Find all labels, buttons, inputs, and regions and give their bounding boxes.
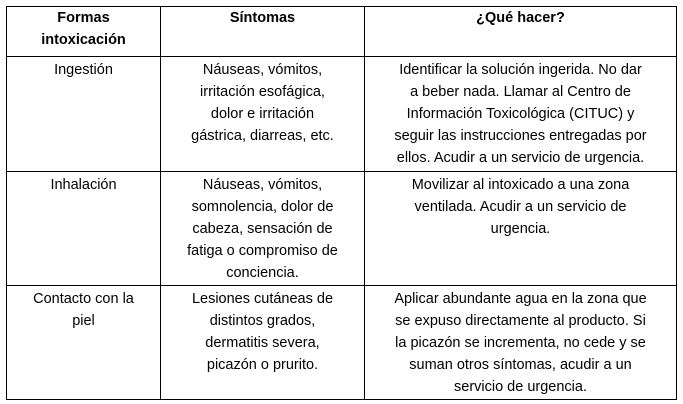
cell-text-line: urgencia.: [490, 221, 551, 237]
cell-forma-ingestion: [7, 57, 161, 172]
cell-text-line: fatiga o compromiso de: [187, 243, 338, 259]
cell-text-line: piel: [72, 313, 95, 329]
cell-text-line: se expuso directamente al producto. Si: [395, 313, 646, 329]
cell-text-line: servicio de urgencia.: [454, 379, 587, 395]
cell-text-line: dolor e irritación: [210, 106, 315, 122]
cell-forma-contacto-piel: [7, 286, 161, 400]
table-row: [7, 172, 677, 286]
cell-text-line: ventilada. Acudir a un servicio de: [414, 199, 627, 215]
cell-text-line: Náuseas, vómitos,: [202, 177, 323, 193]
header-formas-line2: intoxicación: [41, 32, 126, 48]
header-formas-line1: Formas: [57, 10, 110, 26]
cell-text-line: Contacto con la: [33, 291, 134, 307]
cell-que-hacer-ingestion: [365, 57, 677, 172]
cell-text-line: gástrica, diarreas, etc.: [191, 128, 334, 144]
table-header-row: [7, 7, 677, 57]
table-row: [7, 286, 677, 400]
cell-sintomas-inhalacion: [161, 172, 365, 286]
cell-text-line: irritación esofágica,: [200, 84, 325, 100]
intoxication-table: [6, 6, 677, 400]
cell-text-line: conciencia.: [226, 265, 299, 281]
cell-que-hacer-inhalacion: [365, 172, 677, 286]
cell-text-line: Información Toxicológica (CITUC) y: [406, 106, 635, 122]
cell-text-line: cabeza, sensación de: [192, 221, 333, 237]
cell-text-line: suman otros síntomas, acudir a un: [409, 357, 632, 373]
cell-text-line: ellos. Acudir a un servicio de urgencia.: [396, 150, 645, 166]
cell-text-line: dermatitis severa,: [205, 335, 320, 351]
cell-text-line: distintos grados,: [209, 313, 316, 329]
cell-text-line: Inhalación: [50, 177, 117, 193]
cell-forma-inhalacion: [7, 172, 161, 286]
cell-text-line: Lesiones cutáneas de: [191, 291, 334, 307]
cell-sintomas-contacto-piel: [161, 286, 365, 400]
cell-text-line: Identificar la solución ingerida. No dar: [399, 62, 642, 78]
table-row: [7, 57, 677, 172]
cell-text-line: seguir las instrucciones entregadas por: [394, 128, 647, 144]
header-formas-intoxicacion: [7, 7, 161, 57]
cell-text-line: Movilizar al intoxicado a una zona: [411, 177, 630, 193]
cell-sintomas-ingestion: [161, 57, 365, 172]
cell-text-line: Ingestión: [54, 62, 113, 78]
cell-text-line: a beber nada. Llamar al Centro de: [410, 84, 631, 100]
cell-text-line: la picazón se incrementa, no cede y se: [395, 335, 646, 351]
header-sintomas: Síntomas: [161, 7, 365, 57]
cell-text-line: Náuseas, vómitos,: [202, 62, 323, 78]
cell-text-line: Aplicar abundante agua en la zona que: [394, 291, 647, 307]
cell-text-line: somnolencia, dolor de: [191, 199, 334, 215]
cell-text-line: picazón o prurito.: [206, 357, 319, 373]
cell-que-hacer-contacto-piel: [365, 286, 677, 400]
header-que-hacer: ¿Qué hacer?: [365, 7, 677, 57]
